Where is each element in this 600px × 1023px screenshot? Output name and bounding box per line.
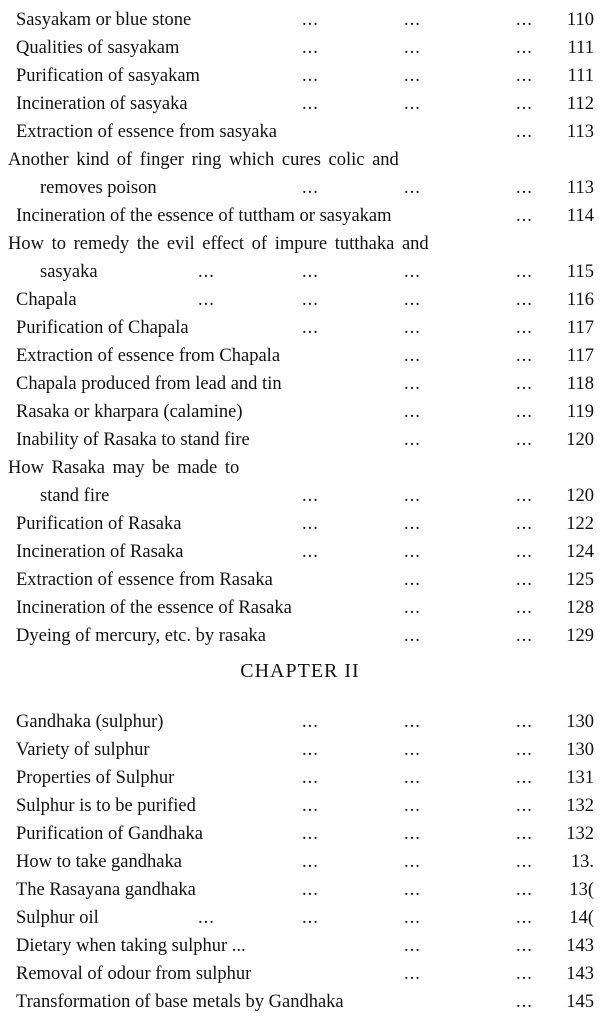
toc-entry-line	[8, 146, 594, 174]
toc-entry-title: Qualities of sasyakam	[16, 38, 180, 58]
leader-dots: ...	[404, 10, 421, 30]
leader-dots: ...	[516, 964, 533, 984]
toc-entry-page: 117	[566, 318, 594, 338]
leader-dots: ...	[404, 570, 421, 590]
toc-entry-title: Chapala produced from lead and tin	[16, 374, 282, 394]
leader-dots: ...	[516, 712, 533, 732]
leader-dots: ...	[516, 570, 533, 590]
leader-dots: ...	[404, 514, 421, 534]
toc-entry-page: 118	[566, 374, 594, 394]
leader-dots: ...	[516, 740, 533, 760]
leader-dots: ...	[516, 598, 533, 618]
toc-entry-title: Properties of Sulphur	[16, 768, 175, 788]
toc-entry-page: 128	[566, 598, 594, 618]
toc-entry-title: Purification of Chapala	[16, 318, 189, 338]
leader-dots: ...	[404, 486, 421, 506]
leader-dots: ...	[302, 94, 319, 114]
leader-dots: ...	[404, 626, 421, 646]
leader-dots: ...	[516, 936, 533, 956]
toc-entry-page: 129	[566, 626, 594, 646]
leader-dots: ...	[302, 38, 319, 58]
toc-entry-line	[8, 454, 594, 482]
leader-dots: ...	[404, 964, 421, 984]
leader-dots: ...	[516, 206, 533, 226]
leader-dots: ...	[302, 824, 319, 844]
leader-dots: ...	[516, 66, 533, 86]
toc-entry-title: Another kind of finger ring which cures colic and	[8, 150, 399, 170]
toc-entry-title: How to remedy the evil effect of impure tutthaka and	[8, 234, 429, 254]
leader-dots: ...	[516, 38, 533, 58]
leader-dots: ...	[516, 318, 533, 338]
leader-dots: ...	[404, 262, 421, 282]
toc-entry-page: 131	[566, 768, 594, 788]
leader-dots: ...	[404, 318, 421, 338]
leader-dots: ...	[198, 908, 215, 928]
toc-entry-page: 132	[566, 824, 594, 844]
toc-entry-title: Sasyakam or blue stone	[16, 10, 192, 30]
leader-dots: ...	[404, 880, 421, 900]
toc-entry-line	[8, 230, 594, 258]
leader-dots: ...	[516, 346, 533, 366]
toc-entry-page: 114	[566, 206, 594, 226]
toc-entry-title: Rasaka or kharpara (calamine)	[16, 402, 243, 422]
toc-entry-title: Extraction of essence from Rasaka	[16, 570, 273, 590]
leader-dots: ...	[404, 824, 421, 844]
toc-entry-page: 116	[566, 290, 594, 310]
leader-dots: ...	[516, 262, 533, 282]
leader-dots: ...	[404, 936, 421, 956]
leader-dots: ...	[302, 712, 319, 732]
toc-entry-title-cont: stand fire	[40, 486, 110, 506]
toc-entry-page: 13.	[570, 852, 594, 872]
leader-dots: ...	[404, 598, 421, 618]
leader-dots: ...	[516, 542, 533, 562]
leader-dots: ...	[516, 908, 533, 928]
leader-dots: ...	[404, 38, 421, 58]
leader-dots: ...	[516, 992, 533, 1012]
leader-dots: ...	[516, 402, 533, 422]
leader-dots: ...	[302, 290, 319, 310]
leader-dots: ...	[404, 712, 421, 732]
leader-dots: ...	[516, 768, 533, 788]
toc-entry-page: 143	[566, 936, 594, 956]
toc-entry-page: 113	[566, 122, 594, 142]
toc-entry-page: 115	[566, 262, 594, 282]
leader-dots: ...	[516, 796, 533, 816]
toc-entry-page: 112	[566, 94, 594, 114]
toc-entry-title: Gandhaka (sulphur)	[16, 712, 164, 732]
leader-dots: ...	[516, 374, 533, 394]
toc-entry-page: 122	[566, 514, 594, 534]
leader-dots: ...	[198, 262, 215, 282]
leader-dots: ...	[516, 880, 533, 900]
leader-dots: ...	[516, 10, 533, 30]
toc-entry-page: 110	[566, 10, 594, 30]
leader-dots: ...	[404, 402, 421, 422]
leader-dots: ...	[302, 514, 319, 534]
toc-entry-page: 111	[567, 38, 594, 58]
leader-dots: ...	[198, 290, 215, 310]
leader-dots: ...	[302, 908, 319, 928]
leader-dots: ...	[404, 346, 421, 366]
leader-dots: ...	[302, 262, 319, 282]
leader-dots: ...	[302, 796, 319, 816]
toc-entry-title: Incineration of the essence of Rasaka	[16, 598, 292, 618]
toc-entry-title: Transformation of base metals by Gandhaka	[16, 992, 344, 1012]
toc-entry-title: Removal of odour from sulphur	[16, 964, 252, 984]
leader-dots: ...	[302, 318, 319, 338]
toc-entry-page: 130	[566, 712, 594, 732]
leader-dots: ...	[516, 430, 533, 450]
toc-entry-title: Variety of sulphur	[16, 740, 150, 760]
leader-dots: ...	[302, 852, 319, 872]
toc-entry-page: 130	[566, 740, 594, 760]
leader-dots: ...	[516, 824, 533, 844]
toc-entry-title-cont: removes poison	[40, 178, 157, 198]
toc-entry-page: 117	[566, 346, 594, 366]
leader-dots: ...	[516, 290, 533, 310]
leader-dots: ...	[404, 768, 421, 788]
toc-entry-title: Incineration of Rasaka	[16, 542, 184, 562]
leader-dots: ...	[516, 94, 533, 114]
toc-entry-page: 120	[566, 486, 594, 506]
leader-dots: ...	[302, 66, 319, 86]
toc-entry-title: How to take gandhaka	[16, 852, 182, 872]
leader-dots: ...	[404, 740, 421, 760]
toc-entry-title: Sulphur is to be purified	[16, 796, 196, 816]
leader-dots: ...	[404, 542, 421, 562]
toc-entry-page: 113	[566, 178, 594, 198]
leader-dots: ...	[302, 768, 319, 788]
leader-dots: ...	[302, 880, 319, 900]
toc-entry-title: Purification of Gandhaka	[16, 824, 203, 844]
chapter-heading: CHAPTER II	[240, 660, 360, 682]
leader-dots: ...	[404, 430, 421, 450]
toc-entry-title: Incineration of sasyaka	[16, 94, 188, 114]
toc-entry-title: Extraction of essence from Chapala	[16, 346, 281, 366]
leader-dots: ...	[302, 10, 319, 30]
leader-dots: ...	[516, 486, 533, 506]
toc-entry-title: Extraction of essence from sasyaka	[16, 122, 277, 142]
leader-dots: ...	[516, 852, 533, 872]
toc-entry-page: 120	[566, 430, 594, 450]
toc-entry-page: 14(	[569, 908, 594, 928]
leader-dots: ...	[516, 122, 533, 142]
toc-entry-page: 13(	[569, 880, 594, 900]
leader-dots: ...	[516, 178, 533, 198]
leader-dots: ...	[516, 626, 533, 646]
leader-dots: ...	[302, 542, 319, 562]
toc-entry-page: 119	[566, 402, 594, 422]
leader-dots: ...	[404, 374, 421, 394]
toc-entry-page: 125	[566, 570, 594, 590]
toc-entry-title: The Rasayana gandhaka	[16, 880, 196, 900]
toc-entry-page: 132	[566, 796, 594, 816]
toc-entry-title: Chapala	[16, 290, 77, 310]
toc-entry-title: Purification of Rasaka	[16, 514, 182, 534]
leader-dots: ...	[302, 740, 319, 760]
toc-entry-page: 124	[566, 542, 594, 562]
leader-dots: ...	[404, 796, 421, 816]
toc-entry-title: How Rasaka may be made to	[8, 458, 240, 478]
leader-dots: ...	[404, 66, 421, 86]
leader-dots: ...	[404, 178, 421, 198]
leader-dots: ...	[404, 290, 421, 310]
toc-entry-title: Purification of sasyakam	[16, 66, 200, 86]
leader-dots: ...	[516, 514, 533, 534]
toc-entry-title: Dyeing of mercury, etc. by rasaka	[16, 626, 266, 646]
toc-entry-page: 111	[567, 66, 594, 86]
toc-entry-title-cont: sasyaka	[40, 262, 98, 282]
toc-entry-title: Incineration of the essence of tuttham or sasyakam	[16, 206, 392, 226]
toc-entry-title: Inability of Rasaka to stand fire	[16, 430, 250, 450]
toc-entry-title: Dietary when taking sulphur ...	[16, 936, 246, 956]
toc-entry-title: Sulphur oil	[16, 908, 99, 928]
toc-entry-page: 145	[566, 992, 594, 1012]
leader-dots: ...	[302, 178, 319, 198]
leader-dots: ...	[404, 852, 421, 872]
leader-dots: ...	[302, 486, 319, 506]
leader-dots: ...	[404, 908, 421, 928]
leader-dots: ...	[404, 94, 421, 114]
toc-entry-page: 143	[566, 964, 594, 984]
